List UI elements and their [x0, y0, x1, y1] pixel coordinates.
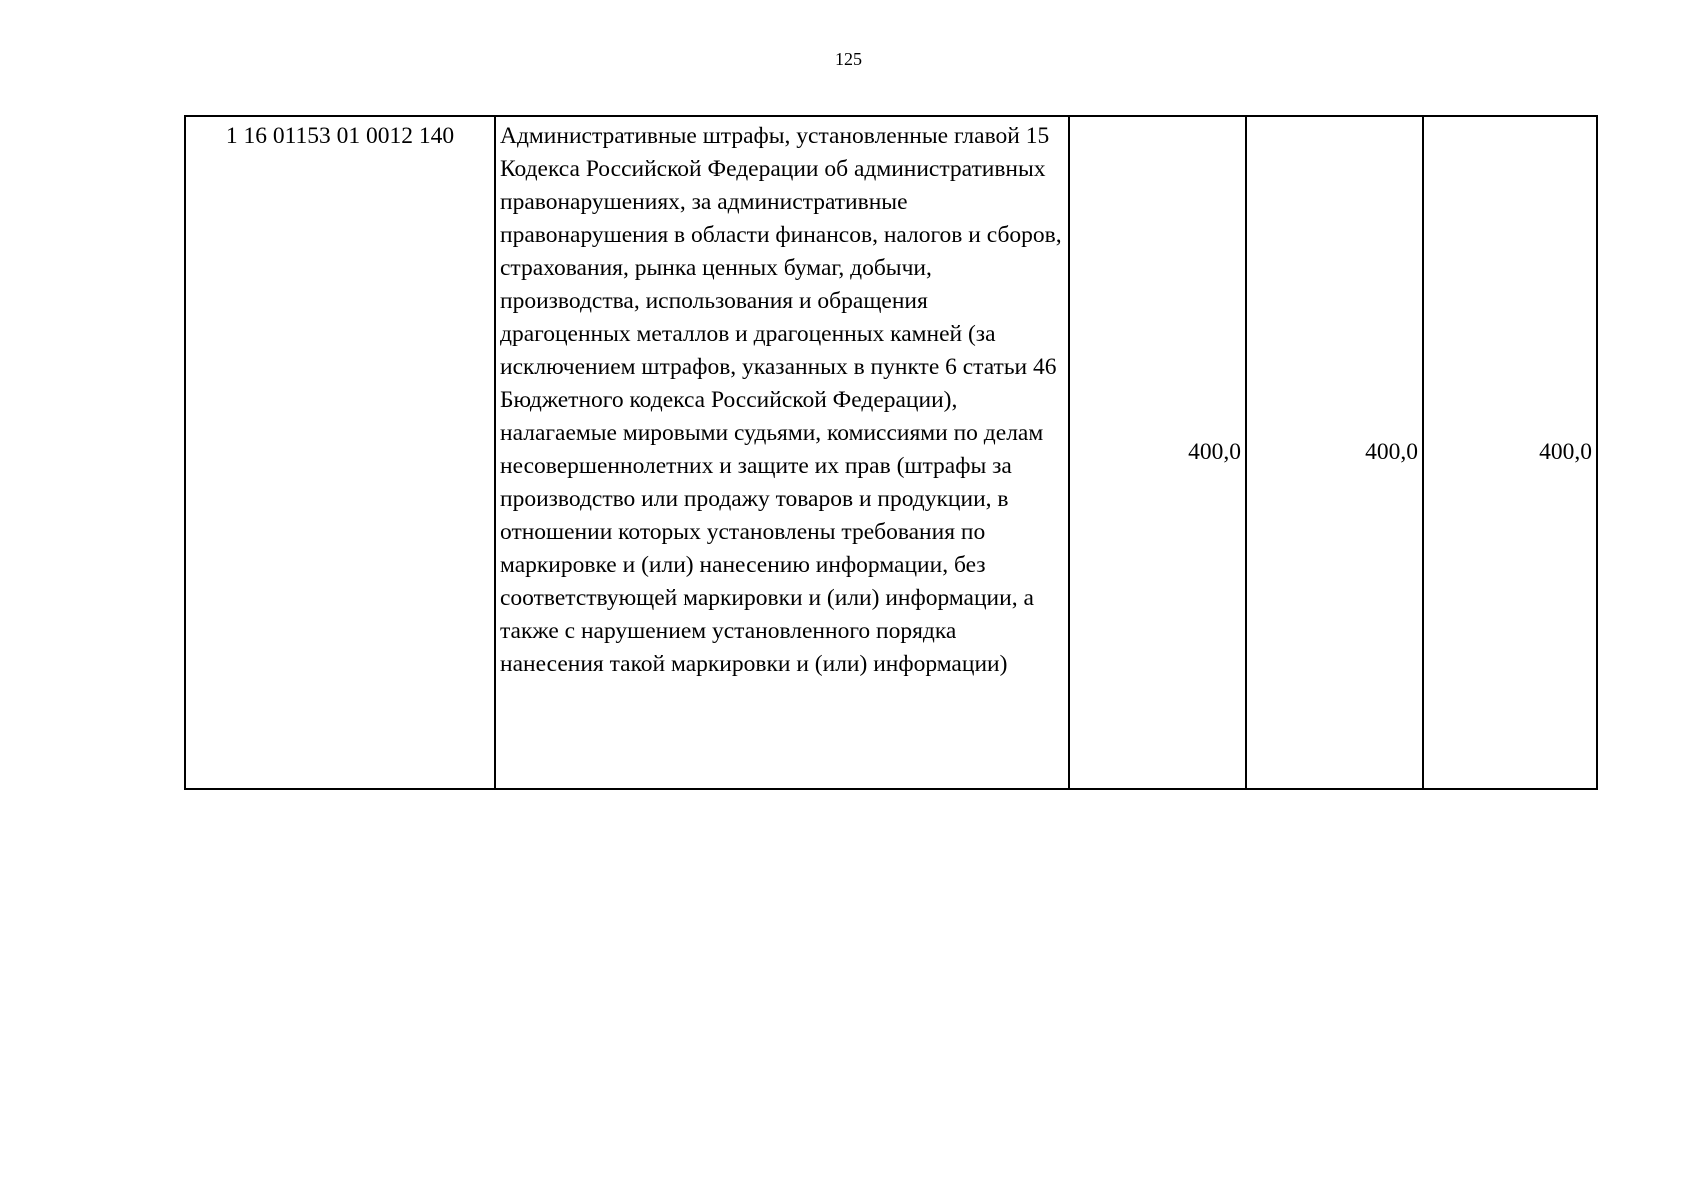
amount-year-1: 400,0	[1069, 116, 1246, 789]
table-row	[185, 116, 1597, 789]
budget-classification-code: 1 16 01153 01 0012 140	[185, 116, 495, 789]
budget-table	[184, 115, 1598, 790]
page-number: 125	[835, 49, 862, 69]
revenue-description: Административные штрафы, установленные главой 15 Кодекса Российской Федерации об административных правонарушениях, за административные правонарушения в области финансов, налогов и сборов, страхования, рынка ценных бумаг, добычи, производства, использования и обращения драгоценных металлов и драгоценных камней (за исключением штрафов, указанных в пункте 6 статьи 46 Бюджетного кодекса Российской Федерации), налагаемые мировыми судьями, комиссиями по делам несовершеннолетних и защите их прав (штрафы за производство или продажу товаров и продукции, в отношении которых установлены требования по маркировке и (или) нанесению информации, без соответствующей маркировки и (или) информации, а также с нарушением установленного порядка нанесения такой маркировки и (или) информации)	[495, 116, 1069, 789]
amount-year-3: 400,0	[1423, 116, 1597, 789]
amount-year-2: 400,0	[1246, 116, 1423, 789]
